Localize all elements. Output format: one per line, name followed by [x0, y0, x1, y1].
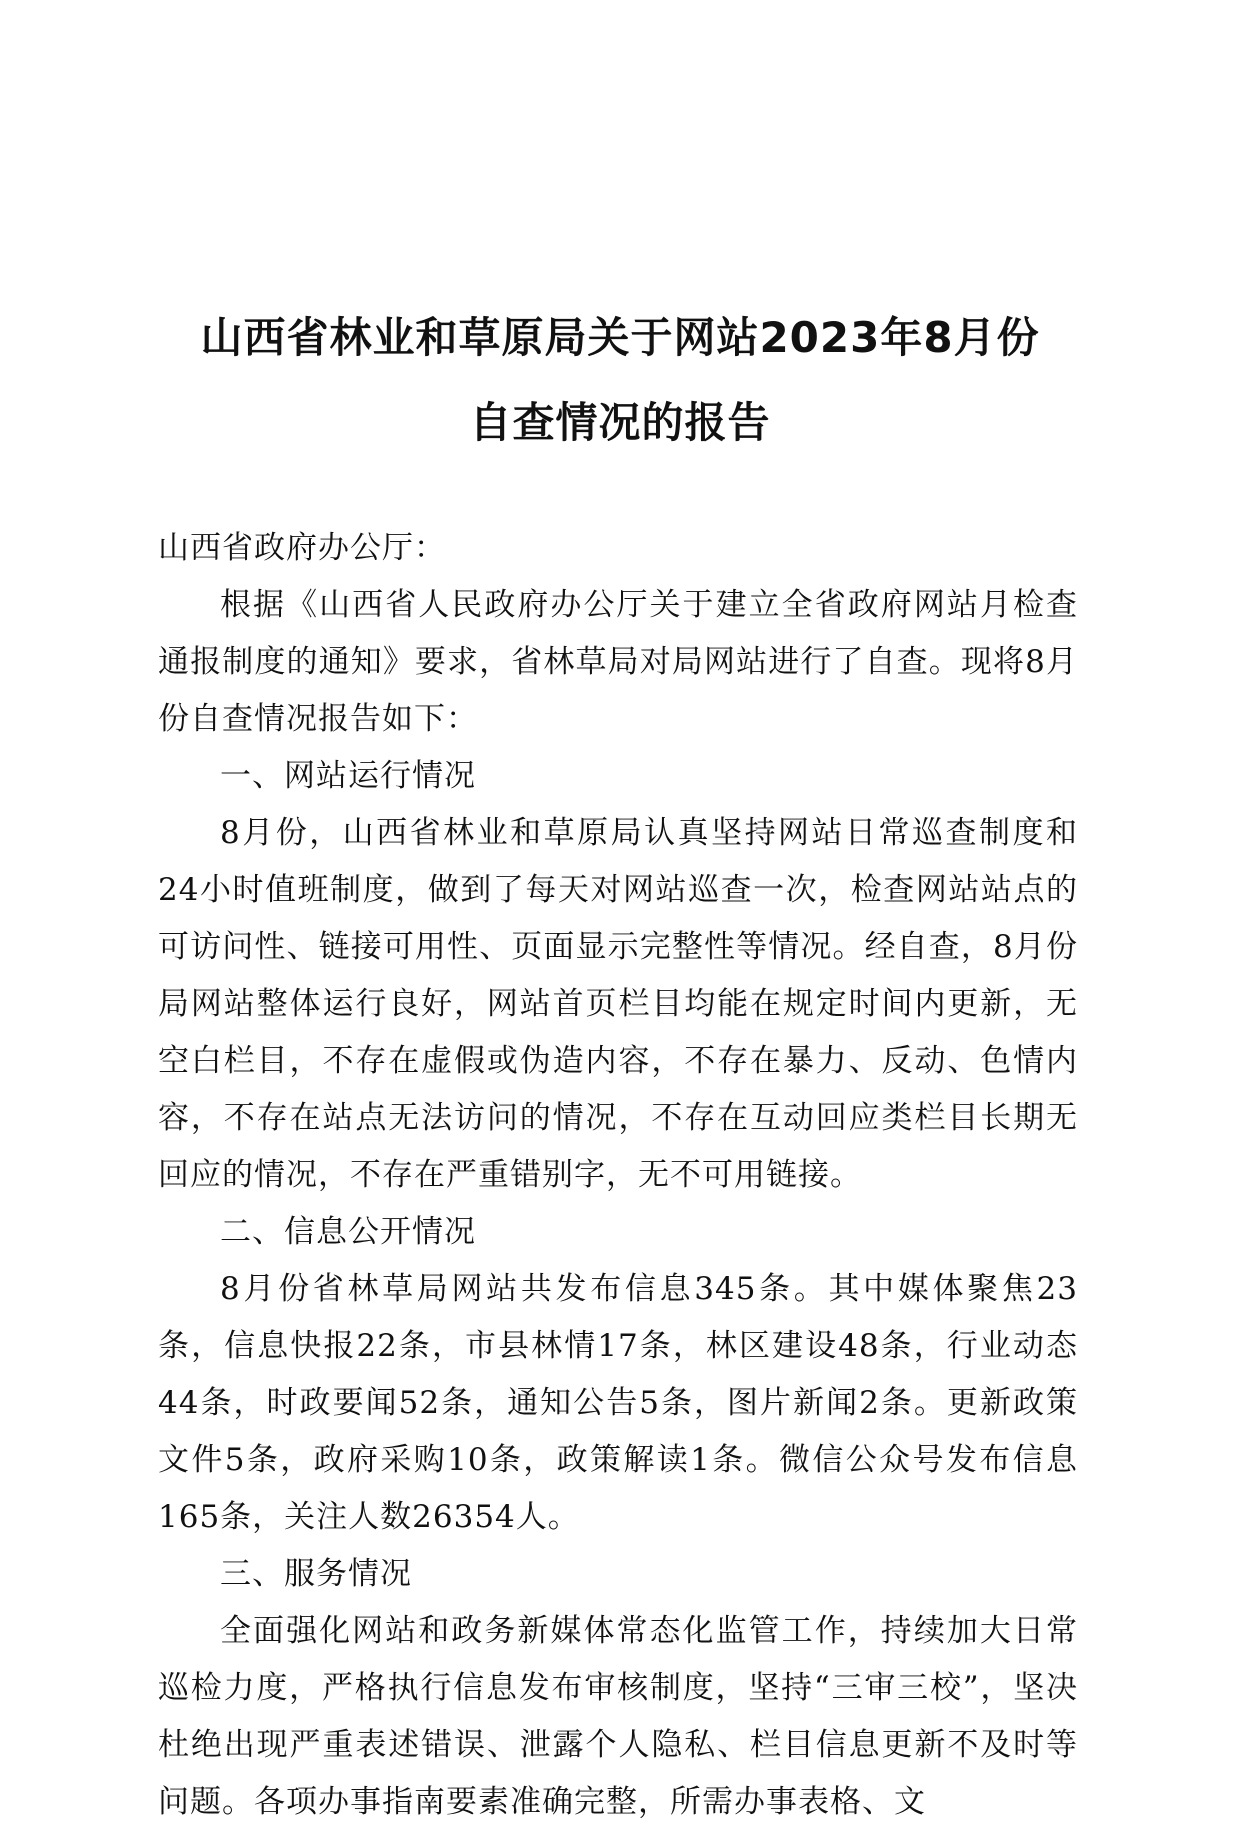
section-paragraph-website-operation: 8月份，山西省林业和草原局认真坚持网站日常巡查制度和24小时值班制度，做到了每天对网站巡查一次，检查网站站点的可访问性、链接可用性、页面显示完整性等情况。经自查，8月份局网站整体运行良好，网站首页栏目均能在规定时间内更新，无空白栏目，不存在虚假或伪造内容，不存在暴力、反动、色情内容，不存在站点无法访问的情况，不存在互动回应类栏目长期无回应的情况，不存在严重错别字，无不可用链接。 — [158, 815, 1078, 1193]
intro-paragraph: 根据《山西省人民政府办公厅关于建立全省政府网站月检查通报制度的通知》要求，省林草局对局网站进行了自查。现将8月份自查情况报告如下： — [158, 587, 1078, 737]
section-paragraph-information-disclosure: 8月份省林草局网站共发布信息345条。其中媒体聚焦23条，信息快报22条，市县林情17条，林区建设48条，行业动态44条，时政要闻52条，通知公告5条，图片新闻2条。更新政策文件5条，政府采购10条，政策解读1条。微信公众号发布信息165条，关注人数26354人。 — [158, 1271, 1078, 1535]
section-heading-website-operation: 一、网站运行情况 — [220, 758, 476, 794]
salutation: 山西省政府办公厅： — [158, 530, 446, 566]
document-body — [158, 520, 1078, 1831]
document-title-line-2: 自查情况的报告 — [469, 398, 771, 447]
section-heading-information-disclosure: 二、信息公开情况 — [220, 1214, 476, 1250]
document-title-line-1: 山西省林业和草原局关于网站2023年8月份 — [200, 313, 1040, 362]
section-heading-service: 三、服务情况 — [220, 1556, 412, 1592]
section-paragraph-service: 全面强化网站和政务新媒体常态化监管工作，持续加大日常巡检力度，严格执行信息发布审核制度，坚持“三审三校”，坚决杜绝出现严重表述错误、泄露个人隐私、栏目信息更新不及时等问题。各项办事指南要素准确完整，所需办事表格、文 — [158, 1613, 1078, 1820]
